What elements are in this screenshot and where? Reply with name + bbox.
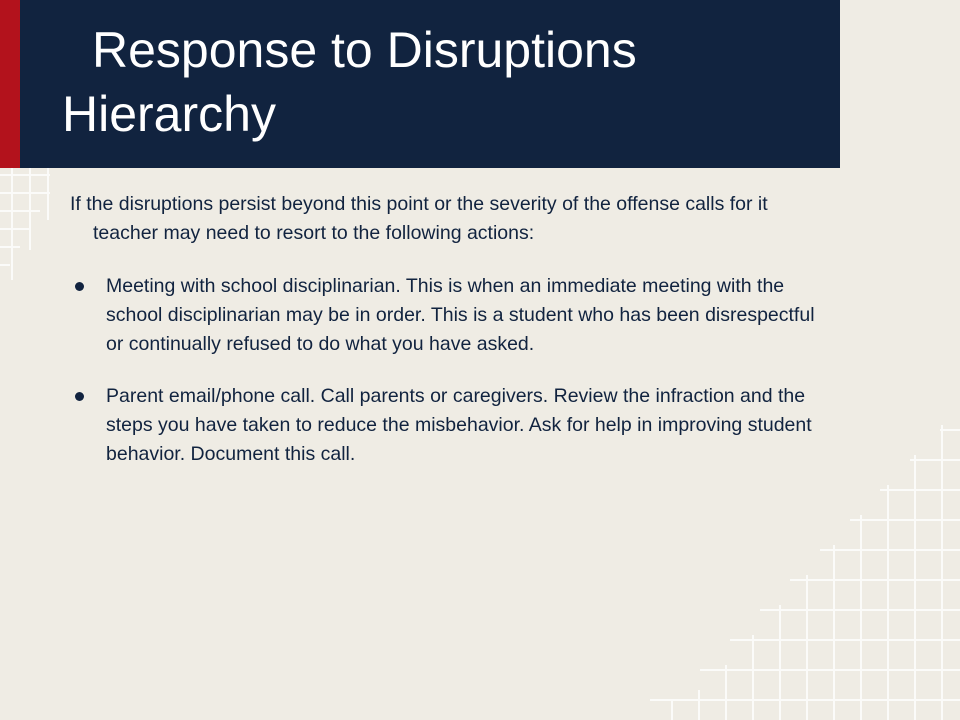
bullet-icon: [75, 282, 84, 291]
slide-body: [70, 190, 830, 492]
bullet-text: Parent email/phone call. Call parents or caregivers. Review the infraction and the steps you have taken to reduce the misbehavior. Ask for help in improving student behavior. Document this call.: [106, 385, 812, 465]
bullet-text: Meeting with school disciplinarian. This is when an immediate meeting with the school disciplinarian may be in order. This is a student who has been disrespectful or continually refused to do what you have asked.: [106, 275, 815, 355]
bullet-list: [70, 272, 830, 469]
accent-red-bar: [0, 0, 20, 168]
list-item: [70, 382, 830, 469]
bullet-icon: [75, 392, 84, 401]
slide-title: Response to Disruptions Hierarchy: [62, 22, 637, 142]
list-item: [70, 272, 830, 359]
intro-paragraph: If the disruptions persist beyond this point or the severity of the offense calls for it teacher may need to resort to the following actions:: [70, 193, 768, 244]
